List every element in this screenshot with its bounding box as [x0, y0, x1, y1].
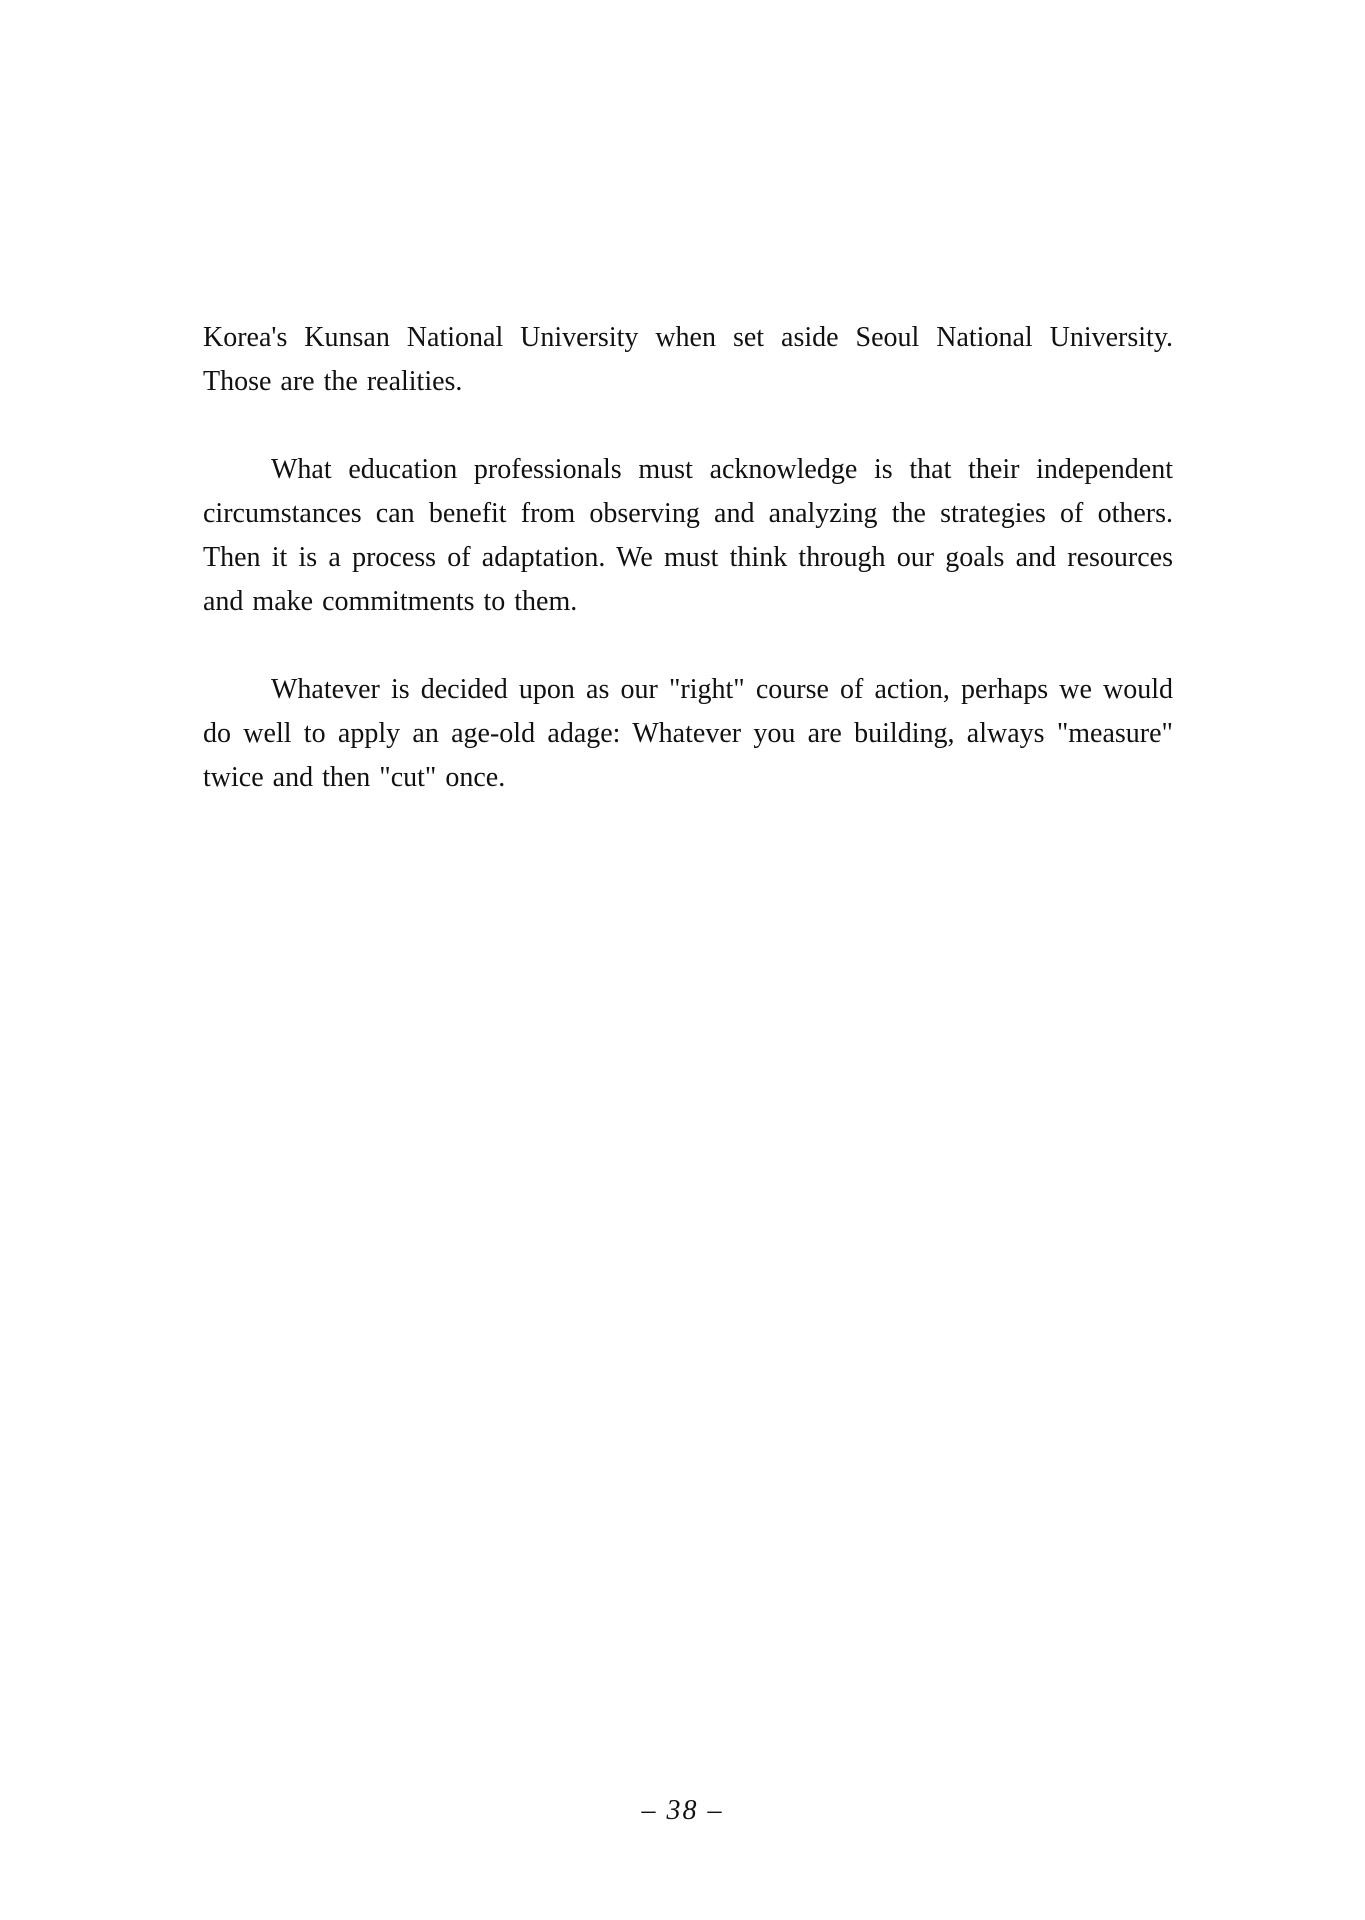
paragraph-education-professionals: What education professionals must acknowledge is that their independent circumstances can benefit from observing and analyzing the strategies of others. Then it is a process of adaptation. We must think through our goals and resources and make commitments to them. — [203, 454, 1173, 617]
paragraph-measure-twice: Whatever is decided upon as our "right" course of action, perhaps we would do well to apply an age-old adage: Whatever you are building, always "measure" twice and then "cut" once. — [203, 674, 1173, 793]
page-number: – 38 – — [641, 1795, 724, 1826]
paragraph-continuation: Korea's Kunsan National University when set aside Seoul National University. Those are the realities. — [203, 322, 1173, 397]
body-text — [203, 316, 1173, 844]
